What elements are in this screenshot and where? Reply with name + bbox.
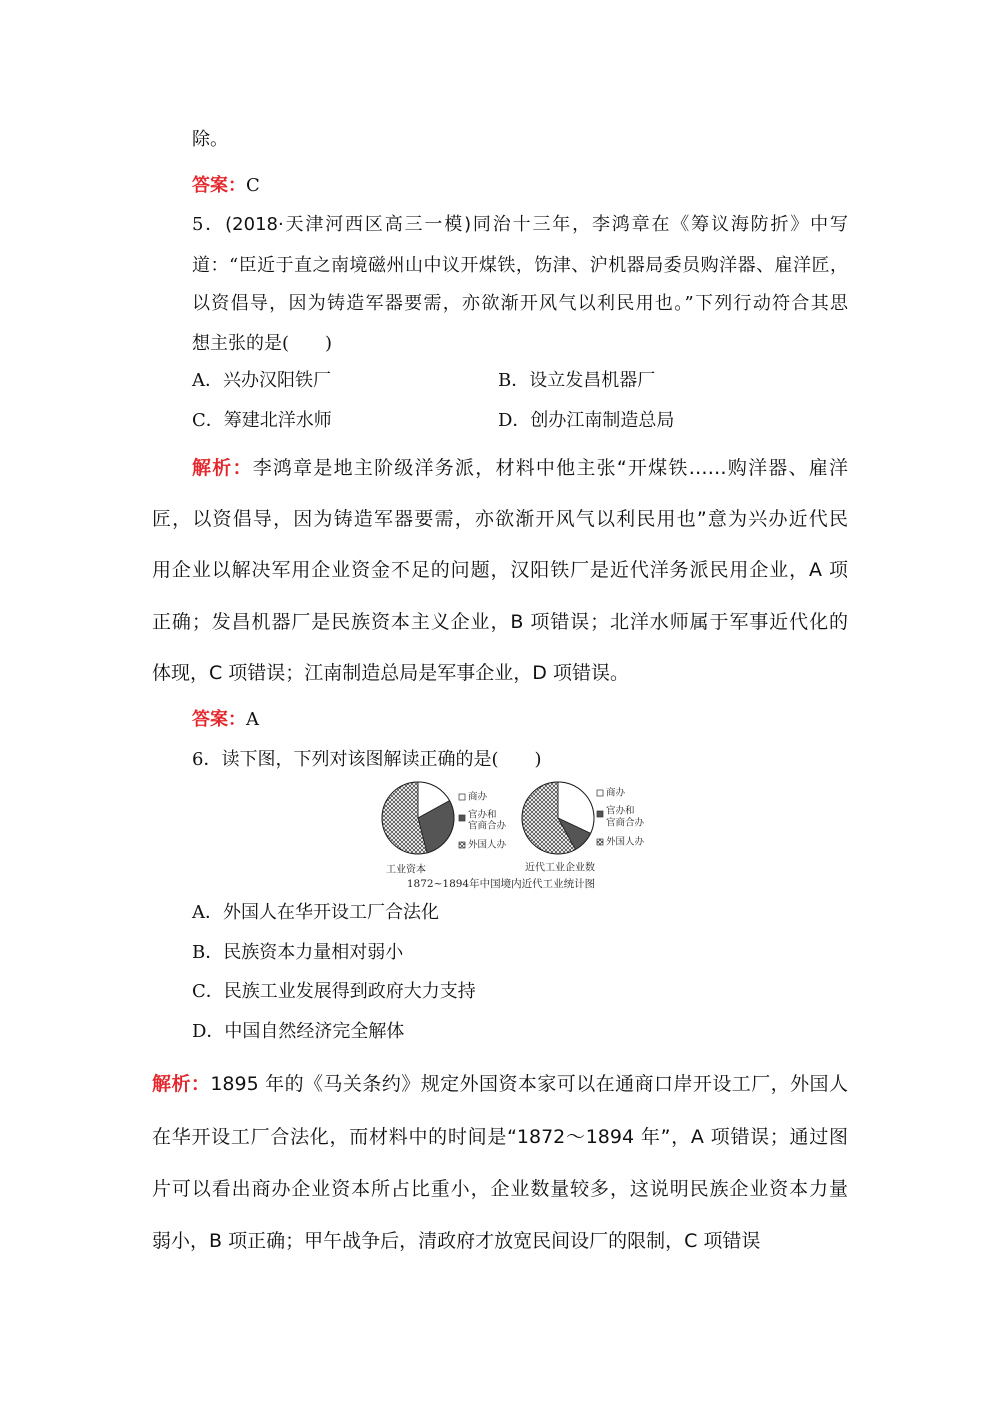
question-5-number: 5． <box>192 214 226 235</box>
analysis-6-line-4: 弱小，B 项正确；甲午战争后，清政府才放宽民间设厂的限制，C 项错误 <box>152 1230 761 1252</box>
pie-2-legend-label-2: 官商合办 <box>606 817 645 829</box>
pie-1-legend-marker-2 <box>459 815 465 821</box>
pie-2-legend-label-1: 商办 <box>606 787 626 799</box>
analysis-6-line-2: 在华开设工厂合法化，而材料中的时间是“1872～1894 年”，A 项错误；通过图 <box>152 1126 848 1148</box>
analysis-5-line-2: 匠，以资倡导，因为铸造军器要需，亦欲渐开风气以利民用也”意为兴办近代民 <box>152 508 848 530</box>
question-6-option-c: C．民族工业发展得到政府大力支持 <box>192 981 476 1002</box>
analysis-5-line-1 <box>192 455 848 481</box>
pie-1-legend-label-2: 官商合办 <box>468 820 507 832</box>
answer-4-label: 答案： <box>192 175 246 196</box>
analysis-6-label: 解析： <box>152 1073 211 1095</box>
analysis-6-line-1 <box>152 1071 848 1097</box>
analysis-5-text-1: 李鸿章是地主阶级洋务派，材料中他主张“开煤铁……购洋器、雇洋 <box>252 457 848 479</box>
question-5-line-1 <box>192 212 848 238</box>
industry-statistics-pie-charts <box>370 778 670 896</box>
pie-1-legend-label-1: 商办 <box>468 791 488 803</box>
question-5-stem-1: 同治十三年，李鸿章在《筹议海防折》中写 <box>471 214 849 235</box>
question-5-option-c: C．筹建北洋水师 <box>192 410 332 431</box>
pie-1-legend-marker-3 <box>459 842 465 848</box>
pie-2-legend-marker-3 <box>597 839 603 845</box>
analysis-5-line-5: 体现，C 项错误；江南制造总局是军事企业，D 项错误。 <box>152 662 629 684</box>
question-6-option-a: A．外国人在华开设工厂合法化 <box>192 902 439 923</box>
question-5-option-a: A．兴办汉阳铁厂 <box>192 370 331 391</box>
pie-2-legend-label-2: 官办和 <box>606 805 635 817</box>
answer-4-value: C <box>246 175 260 196</box>
pie-1-legend-marker-1 <box>459 794 465 800</box>
answer-4 <box>192 173 260 199</box>
analysis-6-text-1: 1895 年的《马关条约》规定外国资本家可以在通商口岸开设工厂，外国人 <box>210 1073 848 1095</box>
pie-1-legend-label-3: 外国人办 <box>468 839 507 851</box>
question-5-line-4: 想主张的是( ) <box>192 333 333 354</box>
answer-5-value: A <box>246 709 259 730</box>
analysis-5-line-4: 正确；发昌机器厂是民族资本主义企业，B 项错误；北洋水师属于军事近代化的 <box>152 611 848 633</box>
question-6-stem: 6．读下图，下列对该图解读正确的是( ) <box>192 749 542 770</box>
chart-caption: 1872~1894年中国境内近代工业统计图 <box>406 878 596 890</box>
pie-1-title: 工业资本 <box>386 864 426 876</box>
continued-text-fragment: 除。 <box>192 129 228 150</box>
pie-2-legend-marker-2 <box>597 811 603 817</box>
analysis-5-line-3: 用企业以解决军用企业资金不足的问题，汉阳铁厂是近代洋务派民用企业，A 项 <box>152 559 848 581</box>
answer-5-label: 答案： <box>192 709 246 730</box>
question-5-line-2: 道：“臣近于直之南境磁州山中议开煤铁，饬津、沪机器局委员购洋器、雇洋匠， <box>192 255 848 276</box>
analysis-5-label: 解析： <box>192 457 253 479</box>
pie-1-legend-label-2: 官办和 <box>468 809 497 821</box>
question-5-option-d: D．创办江南制造总局 <box>498 410 675 431</box>
analysis-6-line-3: 片可以看出商办企业资本所占比重小，企业数量较多，这说明民族企业资本力量 <box>152 1178 848 1200</box>
pie-2-title: 近代工业企业数 <box>525 862 595 874</box>
pie-2-legend-label-3: 外国人办 <box>606 836 645 848</box>
question-5-source: (2018·天津河西区高三一模) <box>225 214 472 235</box>
question-6-option-b: B．民族资本力量相对弱小 <box>192 942 404 963</box>
question-5-option-b: B．设立发昌机器厂 <box>498 370 656 391</box>
question-5-line-3: 以资倡导，因为铸造军器要需，亦欲渐开风气以利民用也。”下列行动符合其思 <box>192 293 848 314</box>
answer-5 <box>192 707 259 733</box>
question-6-option-d: D．中国自然经济完全解体 <box>192 1021 405 1042</box>
pie-2-legend-marker-1 <box>597 790 603 796</box>
